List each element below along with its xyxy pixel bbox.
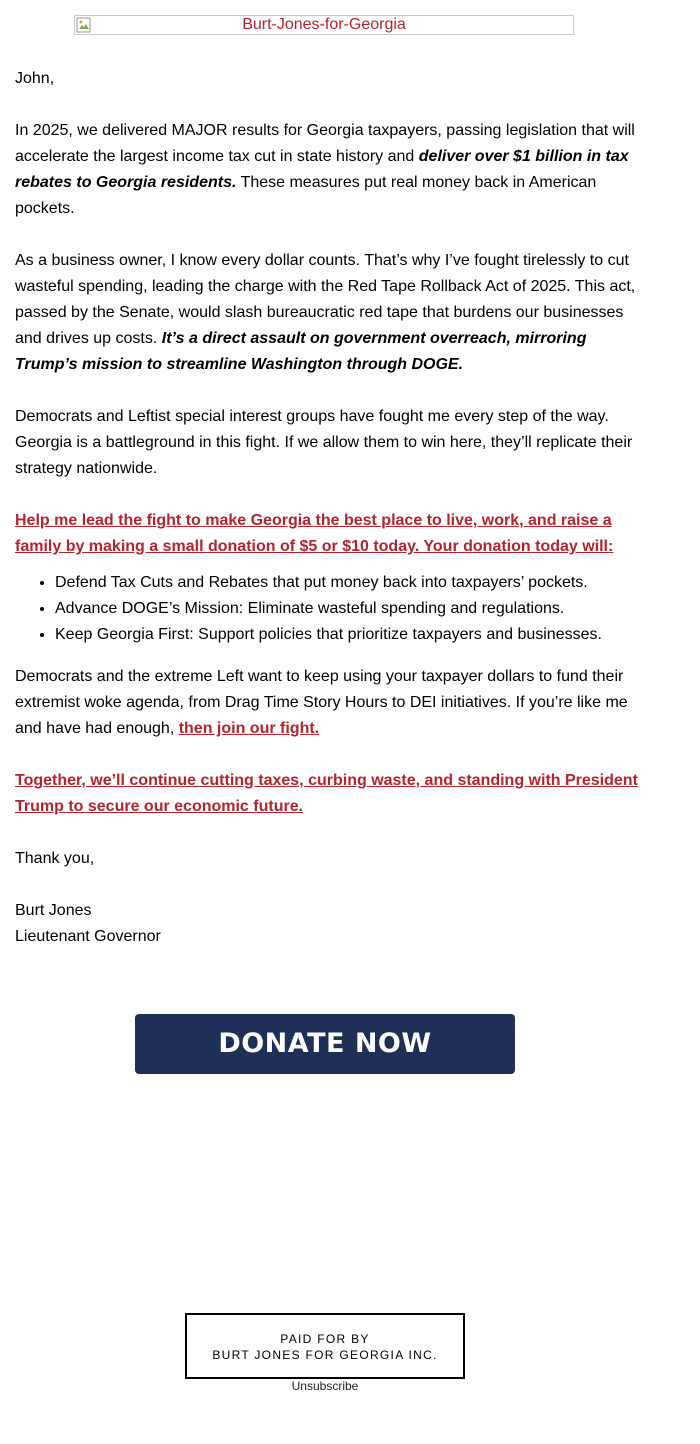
paragraph-text: These measures put real money back in American pockets.	[15, 174, 597, 217]
header-image-placeholder[interactable]	[74, 15, 574, 35]
list-item: • Defend Tax Cuts and Rebates that put money back into taxpayers’ pockets.	[55, 570, 645, 596]
greeting: John,	[15, 70, 55, 87]
paragraph-tax-results	[15, 118, 645, 222]
signature	[15, 898, 645, 950]
emphasis-text: It’s a direct assault on government overreach, mirroring Trump’s mission to streamline Washington through DOGE.	[15, 330, 587, 373]
signature-title: Lieutenant Governor	[15, 928, 161, 945]
closing: Thank you,	[15, 850, 95, 867]
unsubscribe-link[interactable]: Unsubscribe	[291, 1379, 359, 1393]
paragraph-text: As a business owner, I know every dollar counts. That’s why I’ve fought tirelessly to cut wasteful spending, leading the charge with the Red Tape Rollback Act of 2025. This act, passed by the Senate, would slash bureaucratic red tape that burdens our businesses and drives up costs.	[15, 252, 636, 347]
paid-for-line1: PAID FOR BY	[280, 1332, 370, 1346]
donation-benefits-list	[15, 570, 645, 648]
letter-body	[15, 66, 645, 976]
paragraph-red-tape	[15, 248, 645, 378]
donate-now-button[interactable]: DONATE NOW	[135, 1014, 515, 1074]
paragraph-text: In 2025, we delivered MAJOR results for Georgia taxpayers, passing legislation that will accelerate the largest income tax cut in state history and	[15, 122, 635, 165]
header-image-alt-text: Burt-Jones-for-Georgia	[242, 16, 406, 33]
paragraph-text: Democrats and the extreme Left want to keep using your taxpayer dollars to fund their extremist woke agenda, from Drag Time Story Hours to DEI initiatives. If you’re like me and have had enough,	[15, 668, 628, 737]
paragraph-together	[15, 768, 645, 820]
together-link[interactable]: Together, we’ll continue cutting taxes, curbing waste, and standing with President Trump to secure our economic future.	[15, 772, 638, 815]
donation-cta-link[interactable]: Help me lead the fight to make Georgia the best place to live, work, and raise a family by making a small donation of $5 or $10 today. Your donation today will:	[15, 512, 614, 555]
join-fight-link[interactable]: then join our fight.	[178, 720, 320, 737]
paragraph-extreme-left	[15, 664, 645, 742]
paragraph-cta	[15, 508, 645, 560]
paid-for-disclaimer	[185, 1313, 465, 1379]
signature-name: Burt Jones	[15, 902, 92, 919]
paragraph-democrats: Democrats and Leftist special interest groups have fought me every step of the way. Georgia is a battleground in this fight. If we allow them to win here, they’ll replicate their strategy nationwide.	[15, 408, 633, 477]
emphasis-text: deliver over $1 billion in tax rebates to Georgia residents.	[15, 148, 629, 191]
paid-for-line2: BURT JONES FOR GEORGIA INC.	[212, 1348, 438, 1362]
list-item: • Advance DOGE’s Mission: Eliminate wasteful spending and regulations.	[55, 596, 645, 622]
list-item: • Keep Georgia First: Support policies that prioritize taxpayers and businesses.	[55, 622, 645, 648]
broken-image-icon	[76, 17, 92, 33]
